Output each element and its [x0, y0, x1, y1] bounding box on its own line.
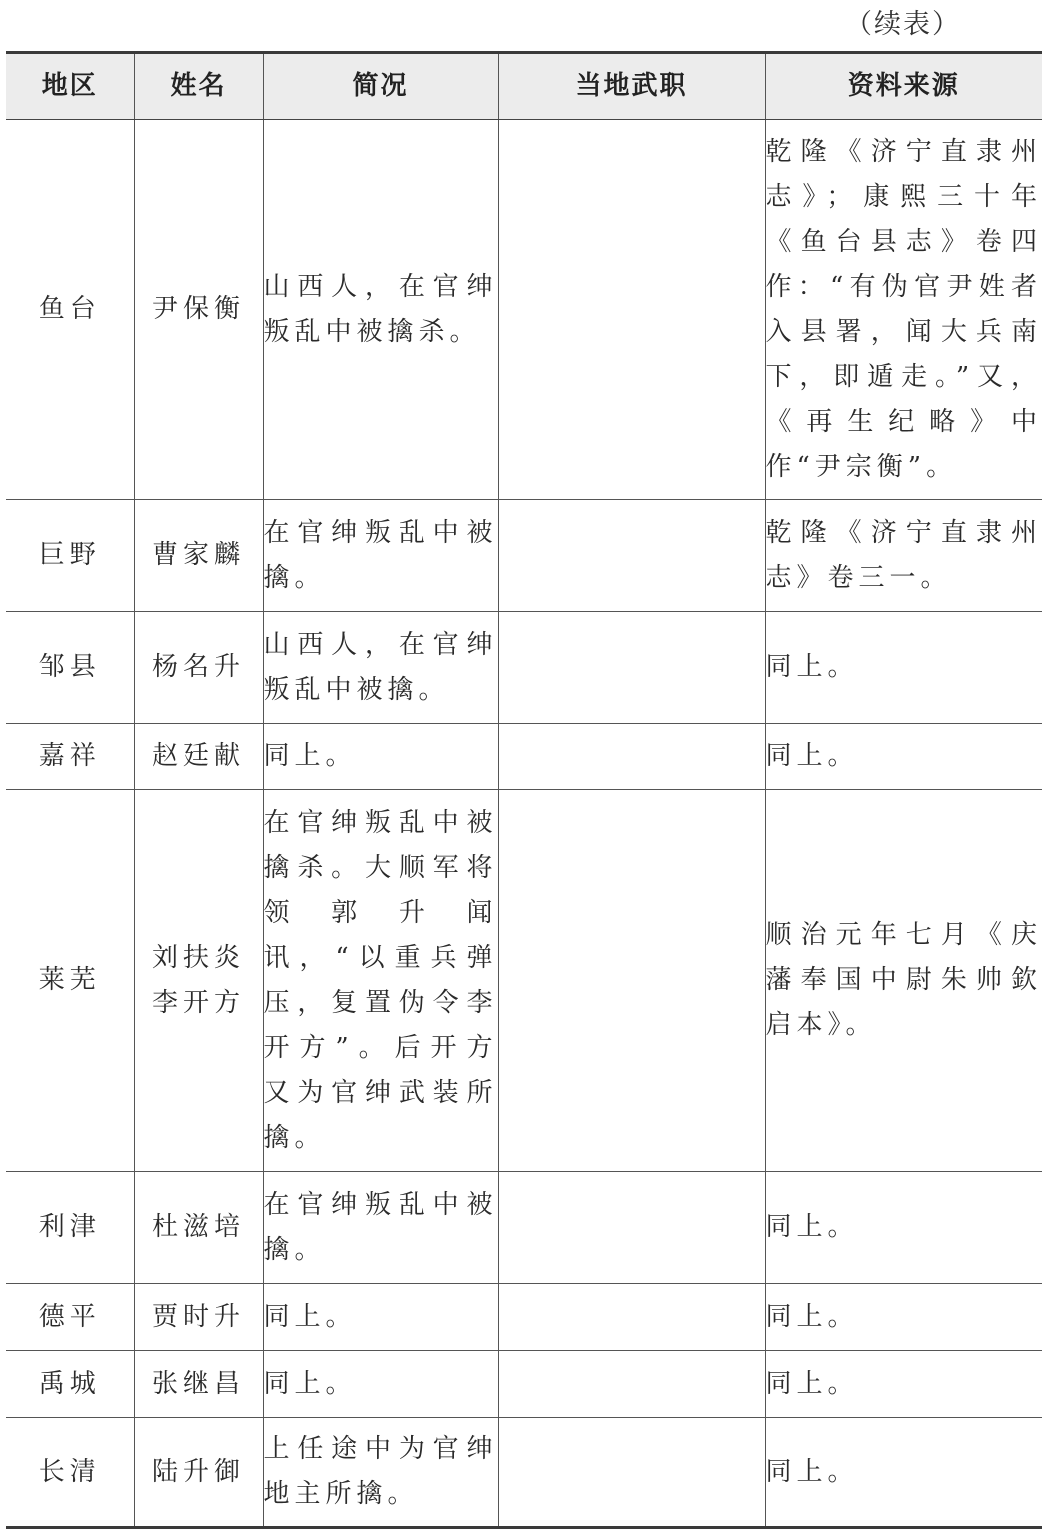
- post-cell: [498, 120, 765, 500]
- header-name: 姓名: [134, 53, 263, 120]
- name-cell: 张继昌: [134, 1351, 263, 1418]
- source-cell: 同上。: [765, 1172, 1042, 1284]
- name-cell: 陆升御: [134, 1418, 263, 1528]
- post-cell: [498, 1351, 765, 1418]
- region-cell: 巨野: [6, 500, 134, 612]
- source-cell: 同上。: [765, 1351, 1042, 1418]
- name-cell: 尹保衡: [134, 120, 263, 500]
- region-cell: 莱芜: [6, 790, 134, 1172]
- officials-table: [6, 51, 1042, 1529]
- brief-cell: 上任途中为官绅地主所擒。: [263, 1418, 498, 1528]
- brief-cell: 同上。: [263, 724, 498, 790]
- brief-cell: 在官绅叛乱中被擒杀。大顺军将领郭升闻讯，“以重兵弹压，复置伪令李开方”。后开方又为官绅武装所擒。: [263, 790, 498, 1172]
- brief-cell: 在官绅叛乱中被擒。: [263, 500, 498, 612]
- brief-cell: 同上。: [263, 1284, 498, 1351]
- table-row: [6, 1172, 1042, 1284]
- name-cell: 曹家麟: [134, 500, 263, 612]
- name-cell: 贾时升: [134, 1284, 263, 1351]
- table-row: [6, 120, 1042, 500]
- table-row: [6, 724, 1042, 790]
- region-cell: 鱼台: [6, 120, 134, 500]
- post-cell: [498, 1172, 765, 1284]
- name-cell: 杜滋培: [134, 1172, 263, 1284]
- source-cell: 乾隆《济宁直隶州志》卷三一。: [765, 500, 1042, 612]
- header-brief: 简况: [263, 53, 498, 120]
- post-cell: [498, 500, 765, 612]
- post-cell: [498, 1418, 765, 1528]
- brief-cell: 在官绅叛乱中被擒。: [263, 1172, 498, 1284]
- name-line-1: 刘扶炎: [151, 942, 245, 973]
- region-cell: 邹县: [6, 612, 134, 724]
- source-cell: 同上。: [765, 612, 1042, 724]
- region-cell: 德平: [6, 1284, 134, 1351]
- header-source: 资料来源: [765, 53, 1042, 120]
- table-row: [6, 1351, 1042, 1418]
- header-region: 地区: [6, 53, 134, 120]
- region-cell: 嘉祥: [6, 724, 134, 790]
- header-local-post: 当地武职: [498, 53, 765, 120]
- table-row: [6, 612, 1042, 724]
- table-continued-caption: （续表）: [845, 9, 961, 40]
- table-row: [6, 1284, 1042, 1351]
- brief-cell: 山西人，在官绅叛乱中被擒杀。: [263, 120, 498, 500]
- table-row: [6, 500, 1042, 612]
- name-cell: 杨名升: [134, 612, 263, 724]
- brief-cell: 同上。: [263, 1351, 498, 1418]
- source-cell: 同上。: [765, 1418, 1042, 1528]
- post-cell: [498, 790, 765, 1172]
- table-header-row: [6, 53, 1042, 120]
- region-cell: 利津: [6, 1172, 134, 1284]
- source-cell: 同上。: [765, 724, 1042, 790]
- name-cell: [134, 790, 263, 1172]
- name-line-2: 李开方: [151, 987, 245, 1018]
- brief-cell: 山西人，在官绅叛乱中被擒。: [263, 612, 498, 724]
- post-cell: [498, 612, 765, 724]
- source-cell: 同上。: [765, 1284, 1042, 1351]
- name-cell: 赵廷献: [134, 724, 263, 790]
- source-cell: 乾隆《济宁直隶州志》；康熙三十年《鱼台县志》卷四作：“有伪官尹姓者入县署，闻大兵南下，即遁走。”又，《再生纪略》中作“尹宗衡”。: [765, 120, 1042, 500]
- post-cell: [498, 1284, 765, 1351]
- region-cell: 禹城: [6, 1351, 134, 1418]
- table-row: [6, 790, 1042, 1172]
- region-cell: 长清: [6, 1418, 134, 1528]
- table-row: [6, 1418, 1042, 1528]
- post-cell: [498, 724, 765, 790]
- source-cell: 顺治元年七月《庆藩奉国中尉朱帅欽启本》。: [765, 790, 1042, 1172]
